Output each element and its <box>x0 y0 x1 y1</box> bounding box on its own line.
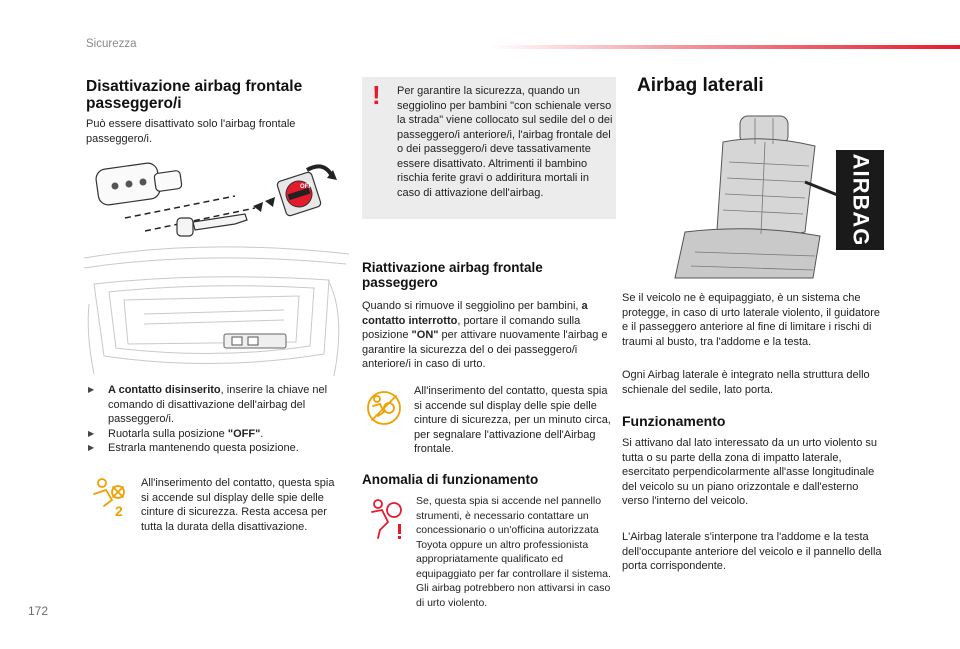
anomaly-text: Se, questa spia si accende nel pannello strumenti, è necessario contattare un concessionario o un'officina autorizzata Toyota oppure un altro professionista appropriatamente qualificato ed equipaggiato per far controllare il sistema. Gli airbag potrebbero non attivarsi in caso di urto violento. <box>416 495 611 609</box>
lamp-number: 2 <box>115 503 123 518</box>
heading-riattivazione: Riattivazione airbag frontale passeggero <box>362 260 543 290</box>
warning-text: Per garantire la sicurezza, quando un seggiolino per bambini "con schienale verso la strada" viene collocato sul sedile del o dei passeggero/i anteriore/i, l'airbag frontale del o dei passeggero/i deve tassativamente essere disattivato. Altrimenti il bambino rischia ferite gravi o addiritura mortali in caso di attivazione dell'airbag. <box>397 85 613 199</box>
airbag-label: AIRBAG <box>848 153 873 247</box>
page-number: 172 <box>28 604 49 618</box>
section-title: Sicurezza <box>86 38 137 50</box>
lamp-text-col1: All'inserimento del contatto, questa spia si accende sul display delle spie delle cinture di sicurezza. Resta accesa per tutta la durata della disattivazione. <box>141 477 335 533</box>
warning-exclamation-icon: ! <box>372 80 381 110</box>
heading-funzionamento: Funzionamento <box>622 413 726 429</box>
lamp-text-col2: All'inserimento del contatto, questa spia si accende sul display delle spie delle cinture di sicurezza, per un minuto circa, per segnalare l'attivazione dell'Airbag frontale. <box>414 385 611 455</box>
instruction-list <box>86 383 346 456</box>
bullet-2: ▶ Ruotarla sulla posizione "OFF". <box>86 427 346 442</box>
side-airbag-p1: Se il veicolo ne è equipaggiato, è un sistema che protegge, in caso di urto laterale violento, il guidatore e il passeggero anteriore al fine di limitare i rischi di traumi al busto, tra l'addome e la testa. <box>622 292 881 348</box>
airbag-fault-icon <box>366 496 408 542</box>
seat-side-airbag-illustration <box>645 112 845 282</box>
side-airbag-p2: Ogni Airbag laterale è integrato nella struttura dello schienale del sedile, lato porta. <box>622 369 870 396</box>
bullet-3: ▶ Estrarla mantenendo questa posizione. <box>86 441 346 456</box>
intro-text: Può essere disattivato solo l'airbag frontale passeggero/i. <box>86 118 296 145</box>
dashboard-illustration <box>84 244 354 376</box>
heading-anomalia: Anomalia di funzionamento <box>362 472 539 487</box>
header-accent-bar <box>490 45 960 49</box>
heading-disattivazione: Disattivazione airbag frontale passeggero/i <box>86 78 303 113</box>
airbag-on-icon <box>364 388 404 428</box>
heading-airbag-laterali: Airbag laterali <box>637 75 764 96</box>
reactivation-text: Quando si rimuove il seggiolino per bambini, a contatto interrotto, portare il comando sulla posizione "ON" per attivare nuovamente l'airbag e garantire la sicurezza del o dei passeggero/i anteriore/i in caso di urto. <box>362 300 608 370</box>
passenger-airbag-off-icon <box>92 476 132 518</box>
funzionamento-p2: L'Airbag laterale s'interpone tra l'addome e la testa dell'occupante anteriore del veicolo e il pannello della porta corrispondente. <box>622 531 882 572</box>
switch-off-label: OFF <box>300 184 312 190</box>
airbag-key-switch-illustration <box>85 156 345 244</box>
bullet-1: ▶ A contatto disinserito, inserire la chiave nel comando di disattivazione dell'airbag del passeggero/i. <box>86 383 346 427</box>
funzionamento-p1: Si attivano dal lato interessato da un urto violento su tutta o su parte della zona di impatto laterale, esercitato perpendicolarmente all'asse longitudinale del veicolo su un piano orizzontale e dall'esterno verso l'interno del veicolo. <box>622 437 877 507</box>
